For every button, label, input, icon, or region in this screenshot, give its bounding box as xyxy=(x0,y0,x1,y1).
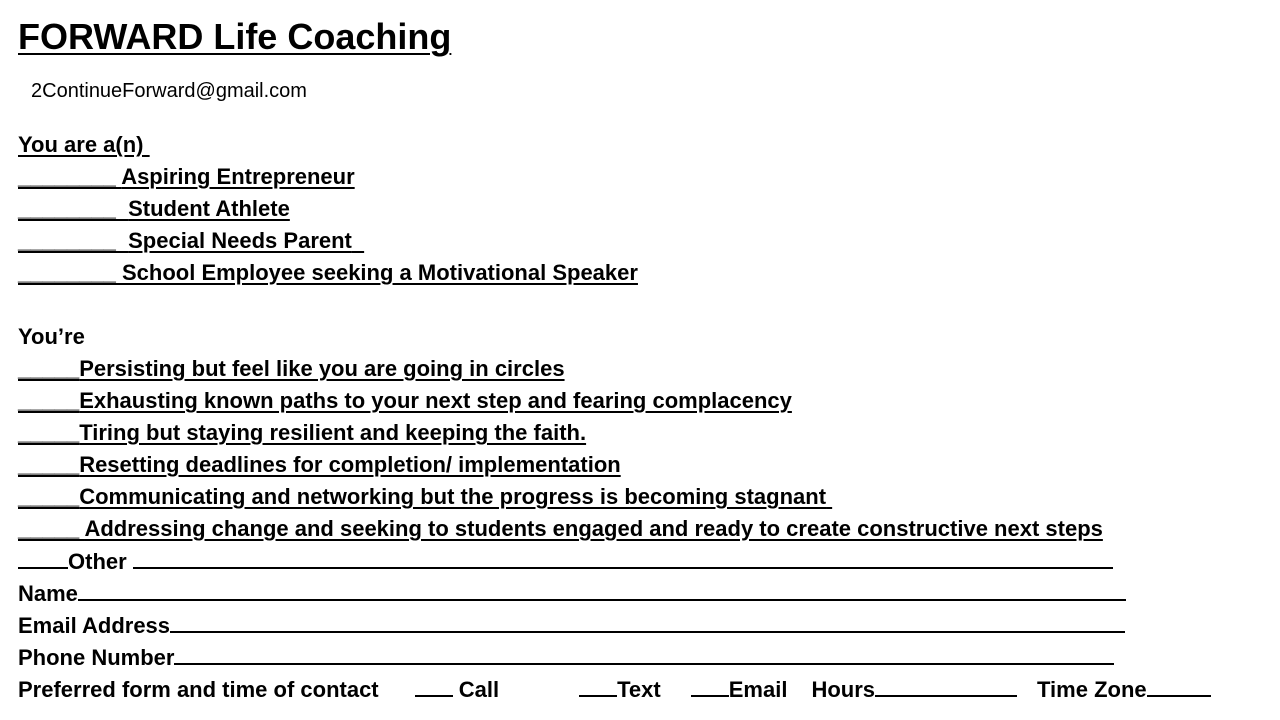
section-youre-heading: You’re xyxy=(18,324,85,349)
email-label: Email Address xyxy=(18,613,171,638)
contact-email: 2ContinueForward@gmail.com xyxy=(31,80,307,102)
other-input[interactable] xyxy=(133,547,1113,569)
option-school-employee[interactable]: ________ School Employee seeking a Motivational Speaker xyxy=(18,260,638,285)
email-option-label: Email xyxy=(728,677,788,702)
option-other-row xyxy=(18,547,1113,575)
option-communicating[interactable]: _____Communicating and networking but the progress is becoming stagnant xyxy=(18,484,827,509)
option-student-athlete[interactable]: ________ Student Athlete xyxy=(18,196,290,221)
phone-row xyxy=(18,643,1114,671)
preferred-contact-row xyxy=(18,675,1268,703)
name-label: Name xyxy=(18,581,78,606)
section-you-are-heading: You are a(n) xyxy=(18,132,144,157)
text-label: Text xyxy=(617,677,661,702)
email-row xyxy=(18,611,1125,639)
option-persisting[interactable]: _____Persisting but feel like you are going in circles xyxy=(18,356,565,381)
call-checkbox-blank[interactable] xyxy=(415,675,453,697)
phone-input[interactable] xyxy=(174,643,1114,665)
option-special-needs-parent[interactable]: ________ Special Needs Parent xyxy=(18,228,352,253)
email-input[interactable] xyxy=(170,611,1125,633)
other-label: Other xyxy=(68,549,127,574)
hours-label: Hours xyxy=(811,677,875,702)
option-addressing-change[interactable]: _____ Addressing change and seeking to students engaged and ready to create constructive next steps xyxy=(18,516,1103,541)
option-aspiring-entrepreneur[interactable]: ________ Aspiring Entrepreneur xyxy=(18,164,355,189)
option-tiring[interactable]: _____Tiring but staying resilient and keeping the faith. xyxy=(18,420,587,445)
timezone-label: Time Zone xyxy=(1037,677,1147,702)
phone-label: Phone Number xyxy=(18,645,175,670)
email-checkbox-blank[interactable] xyxy=(691,675,729,697)
call-label: Call xyxy=(458,677,500,702)
preferred-label: Preferred form and time of contact xyxy=(18,677,379,702)
hours-input[interactable] xyxy=(875,675,1017,697)
other-checkbox-blank[interactable] xyxy=(18,547,68,569)
name-row xyxy=(18,579,1126,607)
option-exhausting[interactable]: _____Exhausting known paths to your next step and fearing complacency xyxy=(18,388,792,413)
timezone-input[interactable] xyxy=(1147,675,1211,697)
name-input[interactable] xyxy=(78,579,1126,601)
page-title: FORWARD Life Coaching xyxy=(18,16,452,57)
text-checkbox-blank[interactable] xyxy=(579,675,617,697)
option-resetting[interactable]: _____Resetting deadlines for completion/ implementation xyxy=(18,452,621,477)
